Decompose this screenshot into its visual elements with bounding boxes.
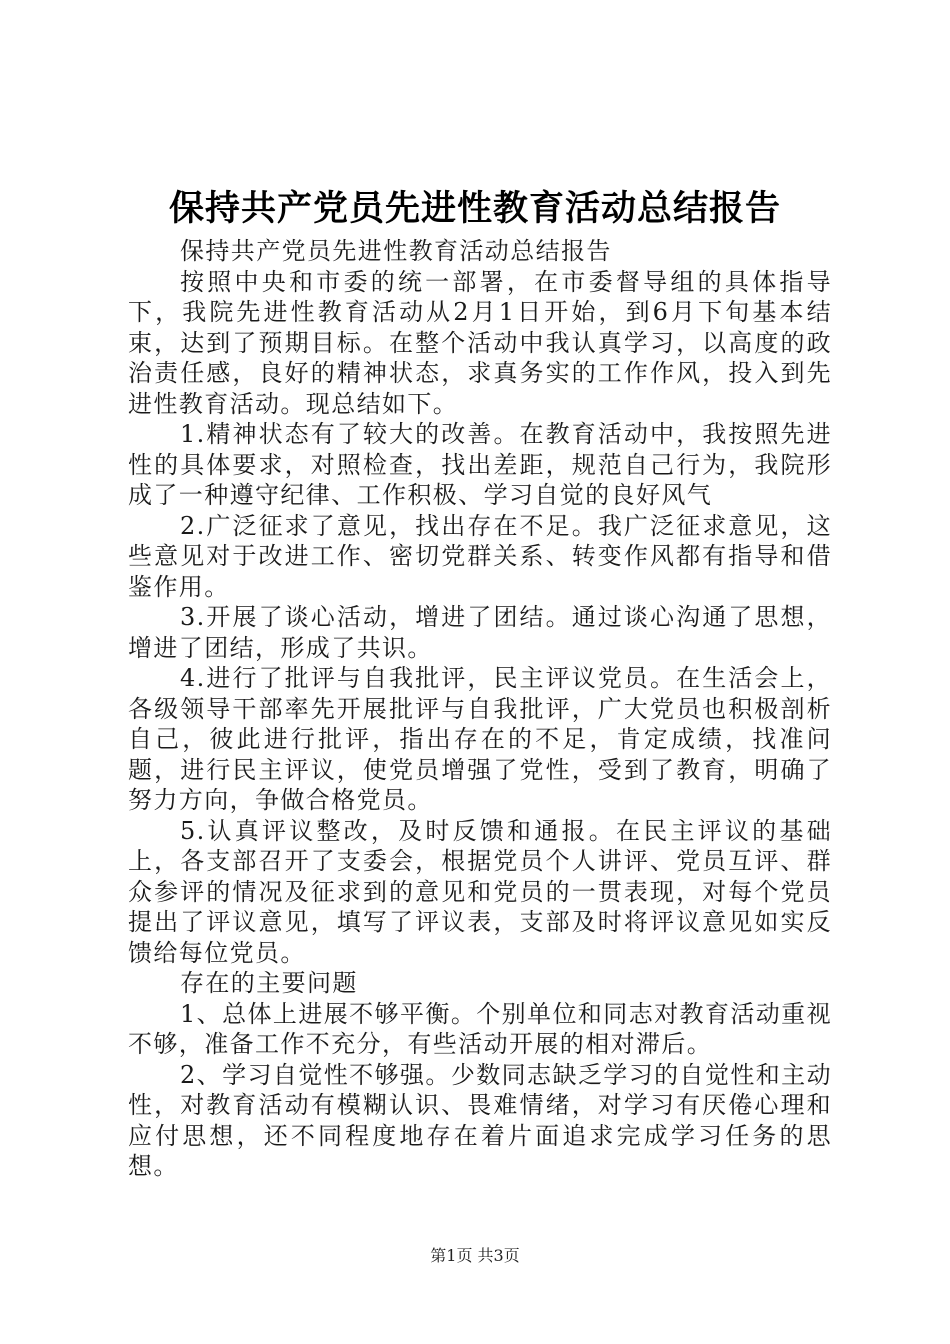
paragraph-item-1: 1.精神状态有了较大的改善。在教育活动中，我按照先进性的具体要求，对照检查，找出差距，规范自己行为，我院形成了一种遵守纪律、工作积极、学习自觉的良好风气 [128, 420, 832, 509]
paragraph-item-5: 5.认真评议整改，及时反馈和通报。在民主评议的基础上，各支部召开了支委会，根据党员个人讲评、党员互评、群众参评的情况及征求到的意见和党员的一贯表现，对每个党员提出了评议意见，填写了评议表，支部及时将评议意见如实反馈给每位党员。 [128, 816, 832, 967]
paragraph-intro: 按照中央和市委的统一部署，在市委督导组的具体指导下，我院先进性教育活动从2月1日开始，到6月下旬基本结束，达到了预期目标。在整个活动中我认真学习，以高度的政治责任感，良好的精神状态，求真务实的工作作风，投入到先进性教育活动。现总结如下。 [128, 267, 832, 418]
paragraph-item-4: 4.进行了批评与自我批评，民主评议党员。在生活会上，各级领导干部率先开展批评与自我批评，广大党员也积极剖析自己，彼此进行批评，指出存在的不足，肯定成绩，找准问题，进行民主评议，使党员增强了党性，受到了教育，明确了努力方向，争做合格党员。 [128, 664, 832, 814]
document-title: 保持共产党员先进性教育活动总结报告 [168, 188, 781, 229]
paragraph-problem-1: 1、总体上进展不够平衡。个别单位和同志对教育活动重视不够，准备工作不充分，有些活动开展的相对滞后。 [128, 999, 832, 1058]
document-body [128, 236, 832, 1182]
paragraph-subtitle: 保持共产党员先进性教育活动总结报告 [180, 237, 612, 265]
paragraph-item-3: 3.开展了谈心活动，增进了团结。通过谈心沟通了思想，增进了团结，形成了共识。 [128, 603, 832, 662]
section-heading-problems: 存在的主要问题 [180, 969, 358, 997]
paragraph-problem-2: 2、学习自觉性不够强。少数同志缺乏学习的自觉性和主动性，对教育活动有模糊认识、畏难情绪，对学习有厌倦心理和应付思想，还不同程度地存在着片面追求完成学习任务的思想。 [128, 1060, 832, 1180]
paragraph-item-2: 2.广泛征求了意见，找出存在不足。我广泛征求意见，这些意见对于改进工作、密切党群关系、转变作风都有指导和借鉴作用。 [128, 511, 832, 601]
page-footer: 第1页 共3页 [430, 1246, 520, 1265]
